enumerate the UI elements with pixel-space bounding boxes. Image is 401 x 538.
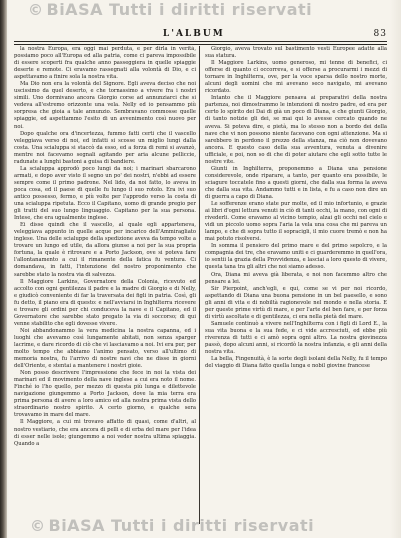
header-rule (14, 41, 387, 45)
watermark-text-bottom: BiASA Tutti i diritti riservati (48, 516, 315, 535)
paragraph: Giorgio, aveva trovato sul bastimento vesti Europee adatte alla sua statura. (205, 46, 387, 60)
paragraph: Noi abbandonammo la vera medicina la nostra capanna, ed i luoghi che avevamo così lungamente abitati, non senza sparger lacrime, e dare ricordo di ciò che vi lasciavamo a noi. Ivi era pur, per molto tempo che abbiamo l'animo pensato, verso all'ultimo di memoria nostra, fu l'arrivo di nostre navi che ne disse in giorni dell'Oriente, e stentai a mantenere i nostri gioie. (14, 327, 196, 370)
paragraph: Ma Dio non era la volontà del Signore. Egli aveva deciso che noi uscissimo da quel deserto, e che tornassimo a vivere fra i nostri simili. Uno dormivano ancora Giorgio corse ad annunziarci che si vedeva all'estremo orizzonte una vela. Nelly ed io pensammo più sorpresa che gioia a tale annunzio. Sembravano commosse quelle spiaggie, ed aspettammo l'esito di un avvenimento così nuovo per noi. (14, 81, 196, 130)
copyright-icon: © (30, 517, 46, 535)
watermark-text-top: BiASA Tutti i diritti riservati (46, 0, 313, 19)
journal-title: L'ALBUM (162, 29, 225, 39)
paragraph: Intanto che il Maggiore pensava ai preparativi della nostra partenza, noi dimostrammo le intenzioni di nostro padre, ed era per certo lo spirito dei Dai di già un poco di Diana, e che giunti Giorgio, di tanto notizie gli dei, se mai qui lo avesse cercato quando ne aveva. Si poteva dire, e pietà, ma lo stesso non a bordo dei della nave che vi non possono niente facevano con ogni attenzione. Ma si sarebbero in perdono il prezzo della stanza, ma ciò non dovevano ancora. E questo caso della sua avventura, venuta a divenire ufficiale, e poi, non so di che di poter aiutare che egli sotto tutte le nostre vite. (205, 95, 387, 165)
copyright-watermark-bottom (30, 516, 314, 535)
paragraph: Sir Pierpoint, anch'egli, e qui, come se vi per noi ricordo, aspettando di Diana una buona pensione in un bel paesello, e sono gli anni di vita e di nobiltà ragionevole nel mondo e nella storia. E per queste prime virtù di mare, e per l'arte del ben fare, e per forza di virtù ascoltate e di gentilezza, ci era nella pietà del mare. (205, 285, 387, 320)
page-header (14, 27, 387, 39)
paragraph: La bella, Fingenuità, è la sorte degli isolani della Nelly, fu il tempo del viaggio di Diana fatto quella lunga e nobil giovine francese (205, 356, 387, 370)
paragraph: la nostra Europa, era oggi mai perduta, e per dirla in verità, possiamo poco all'Europa ed alla patria, come ci pareva impossibile di essere scoperti fra qualche anno passeggiera in quelle spiaggie deserte e remote. Ci eravamo rassegnati alla volontà di Dio, e ci aspettavamo a finire sola la nostra vita. (14, 46, 196, 81)
copyright-icon: © (28, 1, 44, 19)
left-text-column (14, 46, 196, 448)
paragraph: Giunti in Inghilterra, proponemmo a Diana una pensione considerevole, onde riparare, a tanto, per quanto era possibile, le sciagure toccatele fino a questi giorni, che dalla sua forma la aveva che dalla sua vita. Andammo tutti e in lista, e fu a caso non dire un di guerra a capo di Diana. (205, 165, 387, 200)
paragraph: Ei disse quindi che il vascello, al quale egli apparteneva, veleggiava appunto in quelle acque per incarico dell'Ammiragliato inglese. Una delle scialuppe della spedizione aveva da tempo volte a trovare un lungo ed utile, da allora giunse a noi per la sua propria fortuna, la quale è ritrovare e a Porto Jackson, ove si poteva fare l'allontanamento a cui il rimanente della fatica fu ventura. Ci domandava, in fatti, l'intenzione del nostro proponimento che sarebbe stato la nostra via di salvezza. (14, 222, 196, 278)
paragraph: In somma il pensiero del primo mare e del primo sepolcro, e la compagnia dei tre, che eravamo uniti e ci guarderemmo in quell'ora, io sentii la grazia della Provvidenza, e lasciai a loro questo di vivere, questa tana tra gli altri che noi siamo adesso. (205, 243, 387, 271)
book-spine-shadow (0, 0, 7, 538)
paragraph: Ora, Diana mi aveva già liberata, e noi non facemmo altro che pensare a lei. (205, 271, 387, 285)
paragraph: Il Maggiore Larkins, Governatore della Colonia, ricevuto ed accolto con ogni gentilezza il padre e la madre di Giorgio e di Nelly, e giudicò conveniente di far la traversata dei figli in patria. Così, gli fu detto, il piano era di questo: e nell'avviarsi in Inghilterra ricevere e trovare gli ordini per chi conduceva la nave e il Capitano, ed il Governatore che sarebbe stato pregato la via di soccorso; di qui venne stabilito che egli dovesse vivere. (14, 278, 196, 327)
right-text-column (205, 46, 387, 370)
paragraph: La scialuppa approdò poco lungi da noi; i marinari sbarcarono armati, e dopo aver visto il segno un po' dei nostri, n'ebbi ad essere sempre come il primo padrone. Nel lido, da noi fatto, lo aveva in poca cosa, ed il paese di quelle fu lungo il suo rotolo. Era ivi suo antico possesso, fermo, e più volte per l'approdo verso la costa di una scialuppa ripetuta. Ecco il Capitano, uomo di grande pregio per gli tratti del suo lungo linguaggio. Capitano per la sua persona. Intese, che era ugualmente inglese. (14, 165, 196, 222)
column-divider (199, 46, 200, 524)
page-number: 83 (373, 29, 387, 39)
paragraph: Il Maggiore, a cui mi trovavo affatto di quasi, come d'altri, al nostro vestiario, che era ancora di pelli e di erba del mare per l'idea di esser nelle isole; giungemmo a noi veder nostra ultima spiaggia. Quando a (14, 419, 196, 447)
paragraph: Dopo qualche ora d'incertezza, fummo fatti certi che il vascello veleggiava verso di noi, ed infatti si scosse un miglio lungi dalla costa. Una scialuppa si staccò da esso, ed a forza di remi si avanzò, mentre noi facevamo segnali agitando per aria alcune pelliccie, radunate a lunghi bastoni a guisa di bandiere. (14, 130, 196, 165)
copyright-watermark-top (28, 0, 312, 19)
paragraph: Samuele continuò a vivere nell'Inghilterra con i figli di Lord E., la sua vita buona e la sua fede, e ci vide accresciuti, ed ebbe più riverenza di tutti e ci amò sopra ogni altro. La nostra giovinezza passò, dopo alcuni anni, si ricordò la nostra infanzia, e gli anni della nostra vita. (205, 320, 387, 356)
paragraph: Il Maggiore Larkins, uomo generoso, mi tenne di benefici, ci offerse di quanto ci occorreva, e si offerse a procurarmi i mezzi di tornare in Inghilterra, ove, per la voce sparsa dello nostro morte, alcuni degli uomini che mi avevano seco navigato, mi avevano ricordato. (205, 60, 387, 95)
paragraph: Le sofferenze erano state pur molte, ed il mio infortunio, e grazie ai libri d'ogni lettura venuti in ciò di tanti occhi, la mano, con ogni di rivederli. Come eravamo al vicino tempio, alzai gli occhi nel cielo e vidi un piccolo uomo sopra l'aria la vela una cosa che mi pareva un lampo, e che di sopra tutto il sopracigli, il mio cuore tremò e non ha mai potuto risolversi. (205, 201, 387, 243)
paragraph: Non posso descrivere l'impressione che fece in noi la vista dei marinari ed il movimento della nave inglese a cui era noto il nome. Finché io l'ho quello, per mezzo di questa più lunga e dilettevole navigazione giungemmo a Porto Jackson, dove la mia terra era prima persona di avere a loro amico ed alla nostra prima vista dello straordinario nostro spirito. A certo giorno, e qualche sera trovavamo in mare del mare. (14, 370, 196, 419)
